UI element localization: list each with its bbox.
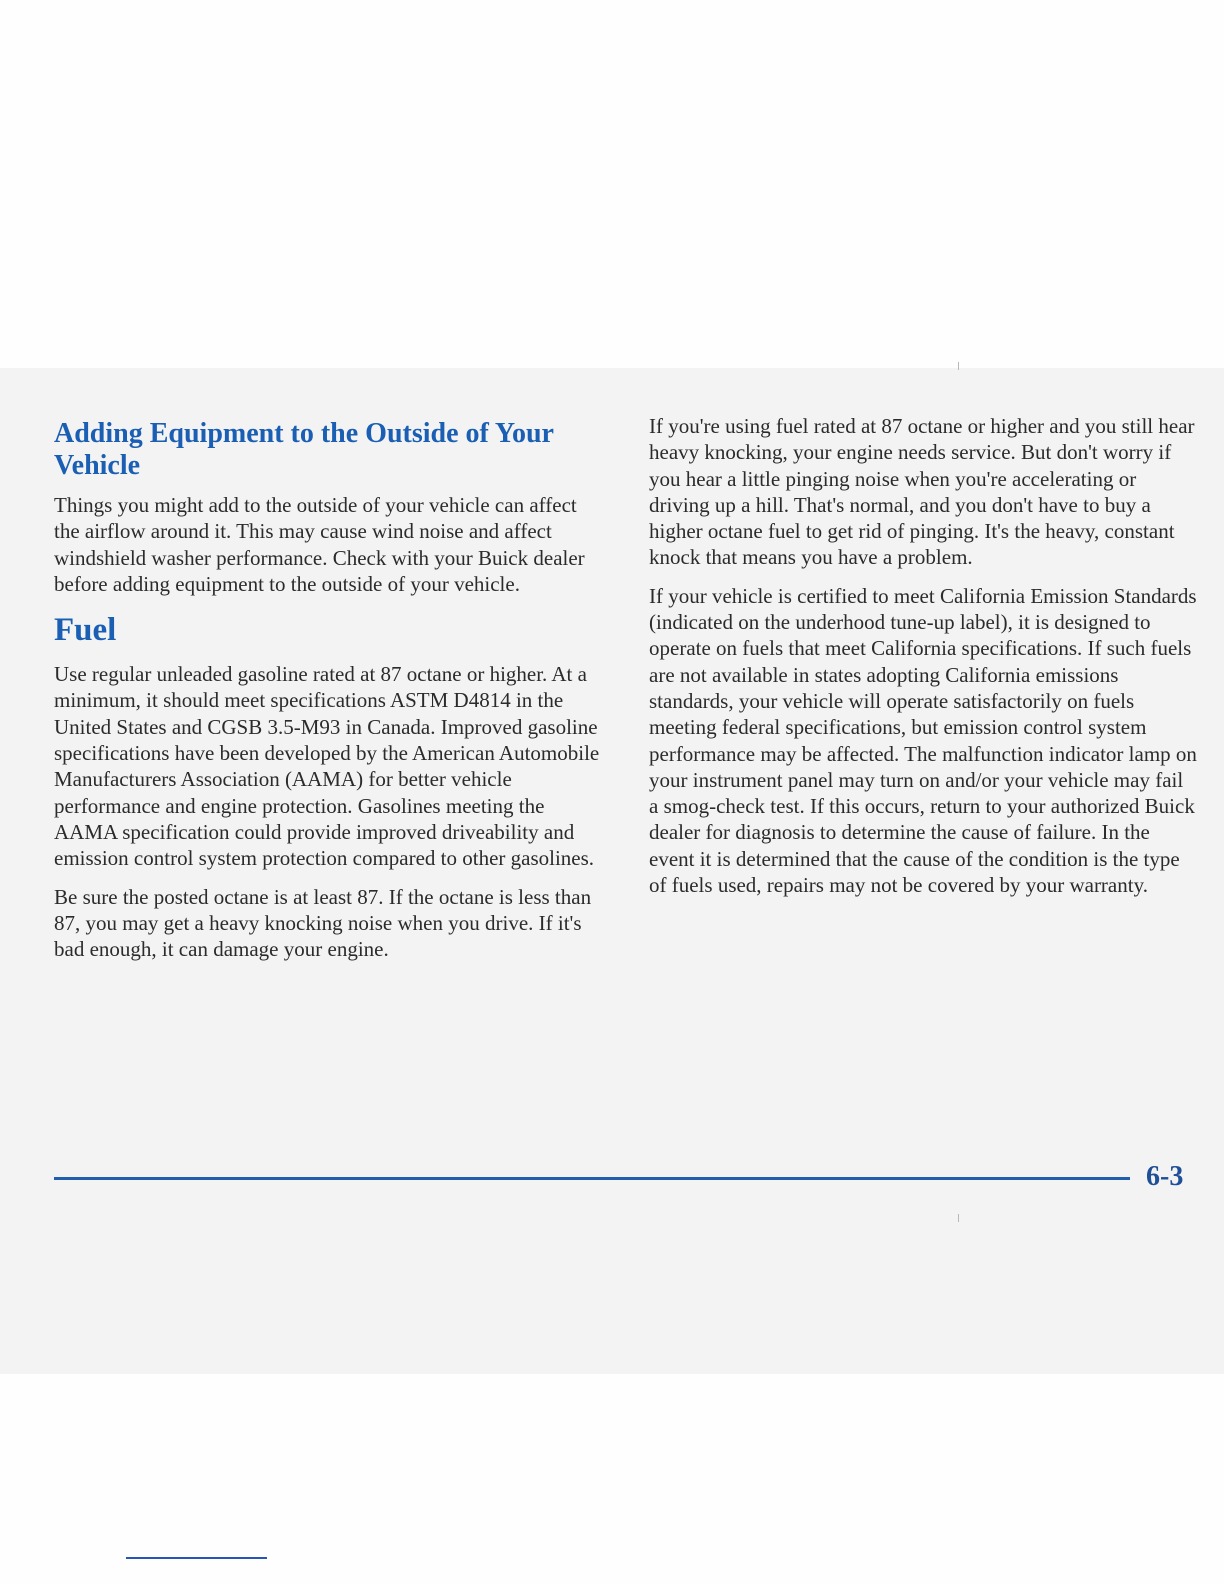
paragraph-california-emission: If your vehicle is certified to meet California Emission Standards (indicated on the underhood tune-up label), it is designed to operate on fuels that meet California specifications. If such fuels are not available in states adopting California emissions standards, your vehicle will operate satisfactorily on fuels meeting federal specifications, but emission control system performance may be affected. The malfunction indicator lamp on your instrument panel may turn on and/or your vehicle may fail a smog-check test. If this occurs, return to your authorized Buick dealer for diagnosis to determine the cause of failure. In the event it is determined that the cause of the condition is the type of fuels used, repairs may not be covered by your warranty. bbox=[649, 583, 1197, 898]
heading-adding-equipment: Adding Equipment to the Outside of Your Vehicle bbox=[54, 418, 554, 481]
left-column bbox=[54, 418, 602, 974]
paragraph-octane-warning: Be sure the posted octane is at least 87. If the octane is less than 87, you may get a heavy knocking noise when you drive. If it's bad enough, it can damage your engine. bbox=[54, 884, 592, 962]
scan-mark bbox=[958, 362, 959, 370]
right-column bbox=[649, 413, 1197, 910]
paragraph-adding-equipment: Things you might add to the outside of your vehicle can affect the airflow around it. This may cause wind noise and affect windshield washer performance. Check with your Buick dealer before adding equipment to the outside of your vehicle. bbox=[54, 493, 585, 596]
page-number: 6-3 bbox=[1146, 1161, 1184, 1192]
footer-rule bbox=[54, 1177, 1130, 1180]
scan-mark bbox=[958, 1214, 959, 1222]
footer-underline bbox=[126, 1557, 267, 1559]
heading-fuel: Fuel bbox=[54, 612, 117, 649]
paragraph-fuel-requirements: Use regular unleaded gasoline rated at 87 octane or higher. At a minimum, it should meet specifications ASTM D4814 in the United States and CGSB 3.5-M93 in Canada. Improved gasoline specifications have been developed by the American Automobile Manufacturers Association (AAMA) for better vehicle performance and engine protection. Gasolines meeting the AAMA specification could provide improved driveability and emission control system protection compared to other gasolines. bbox=[54, 662, 600, 871]
manual-page bbox=[0, 368, 1224, 1374]
paragraph-knocking: If you're using fuel rated at 87 octane or higher and you still hear heavy knocking, your engine needs service. But don't worry if you hear a little pinging noise when you're accelerating or driving up a hill. That's normal, and you don't have to buy a higher octane fuel to get rid of pinging. It's the heavy, constant knock that means you have a problem. bbox=[649, 414, 1195, 570]
